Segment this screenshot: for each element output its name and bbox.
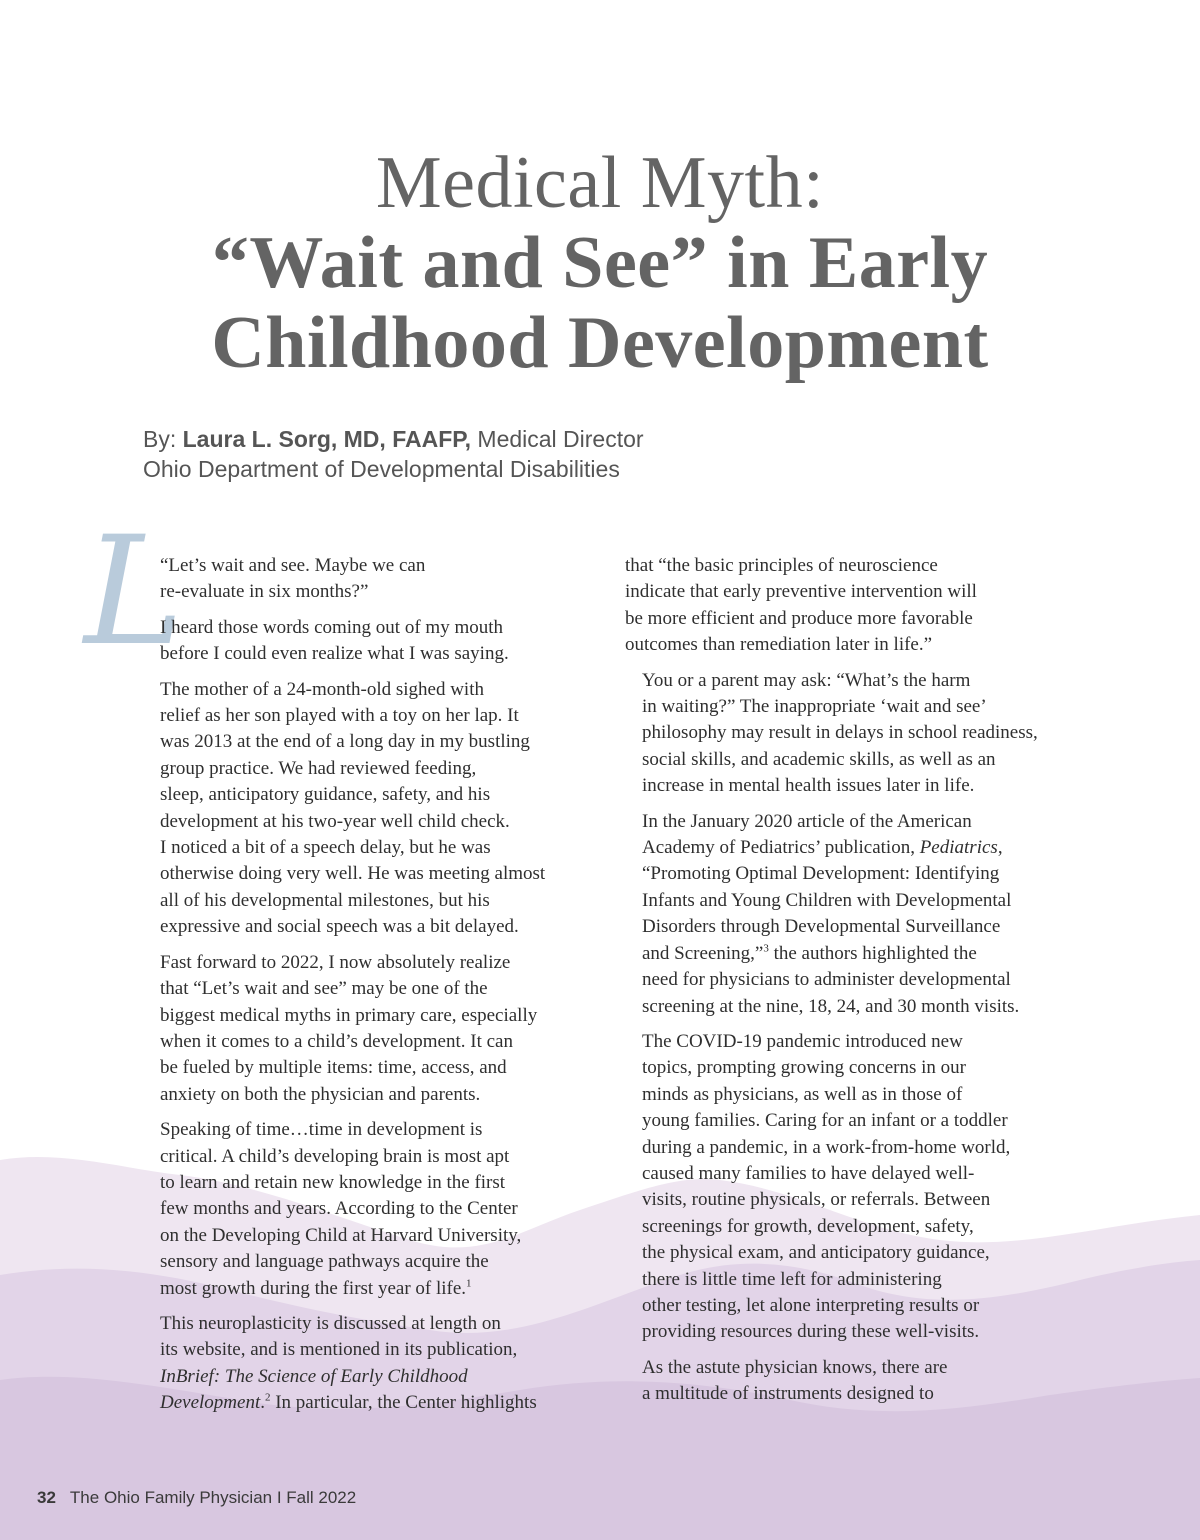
text-line: need for physicians to administer developmental xyxy=(642,969,1011,991)
text-line: indicate that early preventive intervention will xyxy=(625,581,977,603)
text-line: development at his two-year well child check. xyxy=(160,810,510,832)
text-line: screening at the nine, 18, 24, and 30 month visits. xyxy=(642,995,1020,1017)
text-line: in waiting?” The inappropriate ‘wait and see’ xyxy=(642,696,987,718)
text-line: sleep, anticipatory guidance, safety, and his xyxy=(160,784,491,806)
paragraph xyxy=(143,950,593,1108)
title-line-2: “Wait and See” in Early xyxy=(211,222,989,304)
text-line: the physical exam, and anticipatory guidance, xyxy=(642,1242,990,1264)
paragraph xyxy=(625,809,1087,1020)
text-line: increase in mental health issues later in life. xyxy=(642,775,975,797)
publication-name: The Ohio Family Physician I Fall 2022 xyxy=(69,1488,357,1507)
text-line: that “Let’s wait and see” may be one of the xyxy=(160,978,488,1000)
text-fragment: In particular, the Center highlights xyxy=(270,1392,537,1414)
reference-marker: 1 xyxy=(466,1277,472,1290)
text-line: caused many families to have delayed well- xyxy=(642,1162,975,1184)
paragraph xyxy=(625,1355,1087,1408)
text-line: I heard those words coming out of my mouth xyxy=(160,616,504,638)
text-line: be more efficient and produce more favorable xyxy=(625,607,973,629)
reference-marker: 2 xyxy=(264,1391,271,1404)
title-line-1: Medical Myth: xyxy=(375,142,825,224)
text-line xyxy=(625,835,1087,861)
text-line: group practice. We had reviewed feeding, xyxy=(160,757,477,779)
text-line: its website, and is mentioned in its publication, xyxy=(160,1339,518,1361)
text-line: topics, prompting growing concerns in our xyxy=(642,1057,967,1079)
text-line: be fueled by multiple items: time, access, and xyxy=(160,1057,507,1079)
author-organization: Ohio Department of Developmental Disabilities xyxy=(143,456,620,482)
text-line: otherwise doing very well. He was meeting almost xyxy=(160,863,546,885)
text-fragment: and Screening,” xyxy=(642,942,764,964)
page-footer xyxy=(37,1488,356,1508)
text-line: expressive and social speech was a bit delayed. xyxy=(160,916,519,938)
text-line: philosophy may result in delays in school readiness, xyxy=(642,722,1038,744)
article-title xyxy=(0,143,1200,383)
text-line: social skills, and academic skills, as well as an xyxy=(642,748,996,770)
text-line: anxiety on both the physician and parents. xyxy=(160,1083,481,1105)
publication-title: InBrief: The Science of Early Childhood xyxy=(160,1365,468,1387)
text-line: there is little time left for administering xyxy=(642,1268,942,1290)
byline-line-1 xyxy=(143,424,1043,454)
journal-title: Pediatrics xyxy=(919,837,998,859)
text-line: that “the basic principles of neuroscience xyxy=(625,555,938,576)
text-line: biggest medical myths in primary care, especially xyxy=(160,1004,538,1026)
text-line: providing resources during these well-visits. xyxy=(642,1321,980,1343)
paragraph xyxy=(143,615,593,668)
paragraph xyxy=(625,553,1087,659)
text-fragment: Academy of Pediatrics’ publication, xyxy=(642,837,920,859)
byline-prefix: By: xyxy=(143,426,183,452)
text-line: screenings for growth, development, safety, xyxy=(642,1215,974,1237)
paragraph xyxy=(143,1311,593,1417)
paragraph xyxy=(143,677,593,941)
paragraph-lines xyxy=(143,1117,593,1302)
byline xyxy=(143,424,1043,484)
text-line: minds as physicians, as well as in those of xyxy=(642,1083,963,1105)
paragraph xyxy=(143,1117,593,1302)
text-line: I noticed a bit of a speech delay, but he was xyxy=(160,837,491,859)
text-line: The COVID-19 pandemic introduced new xyxy=(642,1030,963,1052)
text-line: Fast forward to 2022, I now absolutely realize xyxy=(160,951,511,973)
text-line: “Promoting Optimal Development: Identifying xyxy=(642,863,1000,885)
author-name: Laura L. Sorg, MD, FAAFP, xyxy=(182,426,472,452)
author-role: Medical Director xyxy=(471,426,644,452)
text-line: relief as her son played with a toy on her lap. It xyxy=(160,705,519,727)
text-line: Infants and Young Children with Developmental xyxy=(642,889,1012,911)
text-line: Disorders through Developmental Surveillance xyxy=(642,916,1001,938)
text-line xyxy=(143,1364,593,1390)
text-line: was 2013 at the end of a long day in my bustling xyxy=(160,731,530,753)
text-line: You or a parent may ask: “What’s the harm xyxy=(642,669,971,691)
text-line: In the January 2020 article of the American xyxy=(642,810,972,832)
text-line: The mother of a 24-month-old sighed with xyxy=(160,678,484,700)
text-line: when it comes to a child’s development. It can xyxy=(160,1030,513,1052)
text-line: Speaking of time…time in development is xyxy=(160,1119,483,1141)
text-line: a multitude of instruments designed to xyxy=(642,1383,934,1405)
text-line: visits, routine physicals, or referrals. Between xyxy=(642,1189,991,1211)
left-column xyxy=(143,553,593,1426)
text-line: re-evaluate in six months?” xyxy=(160,581,369,603)
right-column xyxy=(625,553,1087,1417)
paragraph xyxy=(625,668,1087,800)
text-line: few months and years. According to the Center xyxy=(160,1198,518,1220)
text-line: outcomes than remediation later in life.” xyxy=(625,634,933,656)
text-line: critical. A child’s developing brain is most apt xyxy=(160,1145,510,1167)
text-line: most growth during the first year of life.$^1$ xyxy=(160,1277,472,1299)
text-line: As the astute physician knows, there are xyxy=(642,1356,948,1378)
publication-title-end: Development xyxy=(160,1392,261,1414)
text-line: young families. Caring for an infant or a toddler xyxy=(642,1110,1008,1132)
title-line-3: Childhood Development xyxy=(211,302,989,384)
text-line: other testing, let alone interpreting results or xyxy=(642,1294,980,1316)
text-line: all of his developmental milestones, but his xyxy=(160,889,490,911)
paragraph xyxy=(625,1029,1087,1346)
text-fragment: the authors highlighted the xyxy=(768,942,977,964)
text-line: Development.$^2$ In particular, the Center highlights xyxy=(160,1391,537,1414)
text-line: This neuroplasticity is discussed at length on xyxy=(160,1312,501,1334)
text-line: before I could even realize what I was saying. xyxy=(160,643,509,665)
text-line xyxy=(625,941,1087,967)
text-line: sensory and language pathways acquire the xyxy=(160,1251,489,1273)
text-fragment: , xyxy=(997,837,1003,859)
text-line: to learn and retain new knowledge in the first xyxy=(160,1171,506,1193)
paragraph xyxy=(143,553,593,606)
page-number: 32 xyxy=(37,1488,56,1507)
drop-cap-letter: L xyxy=(84,505,184,679)
reference-marker: 3 xyxy=(763,942,769,955)
text-line: on the Developing Child at Harvard University, xyxy=(160,1224,522,1246)
text-line: during a pandemic, in a work-from-home world, xyxy=(642,1136,1011,1158)
text-line: “Let’s wait and see. Maybe we can xyxy=(160,555,426,576)
